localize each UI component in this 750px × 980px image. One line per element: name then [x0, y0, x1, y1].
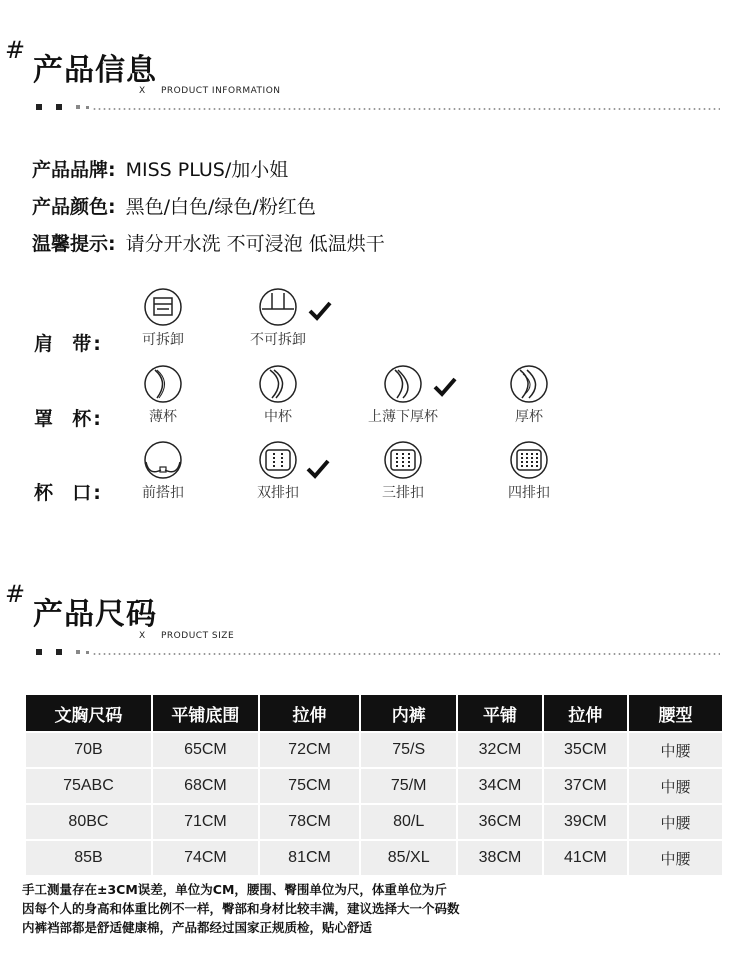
table-cell: 81CM — [260, 841, 359, 875]
section-title-info: 产品信息 — [33, 53, 157, 88]
section-subtitle-info: PRODUCT INFORMATION — [161, 86, 281, 96]
table-cell: 68CM — [153, 769, 258, 803]
option-caption: 双排扣 — [257, 485, 299, 501]
feature-label-cup: 罩 杯: — [34, 408, 103, 430]
check-icon — [308, 301, 332, 321]
info-label: 温馨提示: — [32, 233, 116, 255]
detachable-strap-icon — [143, 287, 183, 327]
section-sub-x: X — [139, 86, 146, 96]
feature-label-strap: 肩 带: — [34, 333, 103, 355]
column-header: 平铺底围 — [153, 695, 258, 731]
check-icon — [306, 459, 330, 479]
option-caption: 厚杯 — [515, 409, 543, 425]
table-cell: 中腰 — [629, 805, 722, 839]
thin-cup-icon — [143, 364, 183, 404]
option-caption: 前搭扣 — [142, 485, 184, 501]
table-header-row — [26, 695, 722, 731]
table-row — [26, 841, 722, 875]
size-notes — [22, 880, 460, 937]
info-row-brand — [32, 155, 288, 182]
table-cell: 80BC — [26, 805, 151, 839]
info-value: 黑色/白色/绿色/粉红色 — [125, 196, 316, 218]
cup-option-medium — [228, 364, 328, 426]
option-caption: 上薄下厚杯 — [368, 409, 438, 425]
hash-mark: # — [5, 36, 26, 64]
medium-cup-icon — [258, 364, 298, 404]
column-header: 腰型 — [629, 695, 722, 731]
cup-option-thin — [113, 364, 213, 426]
feature-label-closure: 杯 口: — [34, 482, 103, 504]
option-caption: 不可拆卸 — [250, 332, 306, 348]
info-row-tips — [32, 229, 385, 256]
table-cell: 32CM — [458, 733, 541, 767]
table-row — [26, 733, 722, 767]
table-cell: 72CM — [260, 733, 359, 767]
column-header: 文胸尺码 — [26, 695, 151, 731]
thick-cup-icon — [509, 364, 549, 404]
check-icon — [433, 377, 457, 397]
table-cell: 38CM — [458, 841, 541, 875]
section-sub-x: X — [139, 631, 146, 641]
option-caption: 中杯 — [264, 409, 292, 425]
three-hook-icon — [383, 440, 423, 480]
section-subtitle-size: PRODUCT SIZE — [161, 631, 235, 641]
section-divider — [36, 102, 721, 112]
table-cell: 78CM — [260, 805, 359, 839]
front-closure-icon — [141, 440, 185, 480]
table-cell: 中腰 — [629, 841, 722, 875]
table-cell: 中腰 — [629, 769, 722, 803]
info-value: 请分开水洗 不可浸泡 低温烘干 — [125, 233, 385, 255]
table-cell: 75CM — [260, 769, 359, 803]
note-line: 内裤裆部都是舒适健康棉，产品都经过国家正规质检，贴心舒适 — [22, 920, 373, 935]
section-title-size: 产品尺码 — [33, 597, 157, 632]
note-line: 因每个人的身高和体重比例不一样，臀部和身材比较丰满，建议选择大一个码数 — [22, 901, 460, 916]
column-header: 拉伸 — [260, 695, 359, 731]
table-cell: 34CM — [458, 769, 541, 803]
info-label: 产品品牌: — [32, 159, 116, 181]
info-label: 产品颜色: — [32, 196, 116, 218]
info-row-color — [32, 192, 316, 219]
option-caption: 可拆卸 — [142, 332, 184, 348]
table-cell: 74CM — [153, 841, 258, 875]
closure-option-four-hook — [479, 440, 579, 502]
option-caption: 薄杯 — [149, 409, 177, 425]
table-cell: 35CM — [544, 733, 627, 767]
four-hook-icon — [509, 440, 549, 480]
closure-option-three-hook — [353, 440, 453, 502]
table-cell: 75/M — [361, 769, 456, 803]
two-hook-icon — [258, 440, 298, 480]
table-cell: 65CM — [153, 733, 258, 767]
table-cell: 75ABC — [26, 769, 151, 803]
table-cell: 36CM — [458, 805, 541, 839]
column-header: 平铺 — [458, 695, 541, 731]
table-row — [26, 769, 722, 803]
table-cell: 85/XL — [361, 841, 456, 875]
table-cell: 中腰 — [629, 733, 722, 767]
gradient-cup-icon — [383, 364, 423, 404]
section-divider — [36, 647, 721, 657]
info-value: MISS PLUS/加小姐 — [125, 159, 289, 181]
size-table — [24, 693, 724, 877]
table-cell: 80/L — [361, 805, 456, 839]
note-line: 手工测量存在±3CM误差，单位为CM，腰围、臀围单位为尺，体重单位为斤 — [22, 882, 447, 897]
hash-mark: # — [5, 580, 26, 608]
column-header: 内裤 — [361, 695, 456, 731]
fixed-strap-icon — [258, 287, 298, 327]
closure-option-front — [113, 440, 213, 502]
table-cell: 39CM — [544, 805, 627, 839]
table-cell: 71CM — [153, 805, 258, 839]
table-cell: 85B — [26, 841, 151, 875]
strap-option-detachable — [113, 287, 213, 349]
table-cell: 75/S — [361, 733, 456, 767]
table-row — [26, 805, 722, 839]
column-header: 拉伸 — [544, 695, 627, 731]
table-cell: 70B — [26, 733, 151, 767]
option-caption: 四排扣 — [508, 485, 550, 501]
table-cell: 37CM — [544, 769, 627, 803]
cup-option-thick — [479, 364, 579, 426]
table-cell: 41CM — [544, 841, 627, 875]
option-caption: 三排扣 — [382, 485, 424, 501]
